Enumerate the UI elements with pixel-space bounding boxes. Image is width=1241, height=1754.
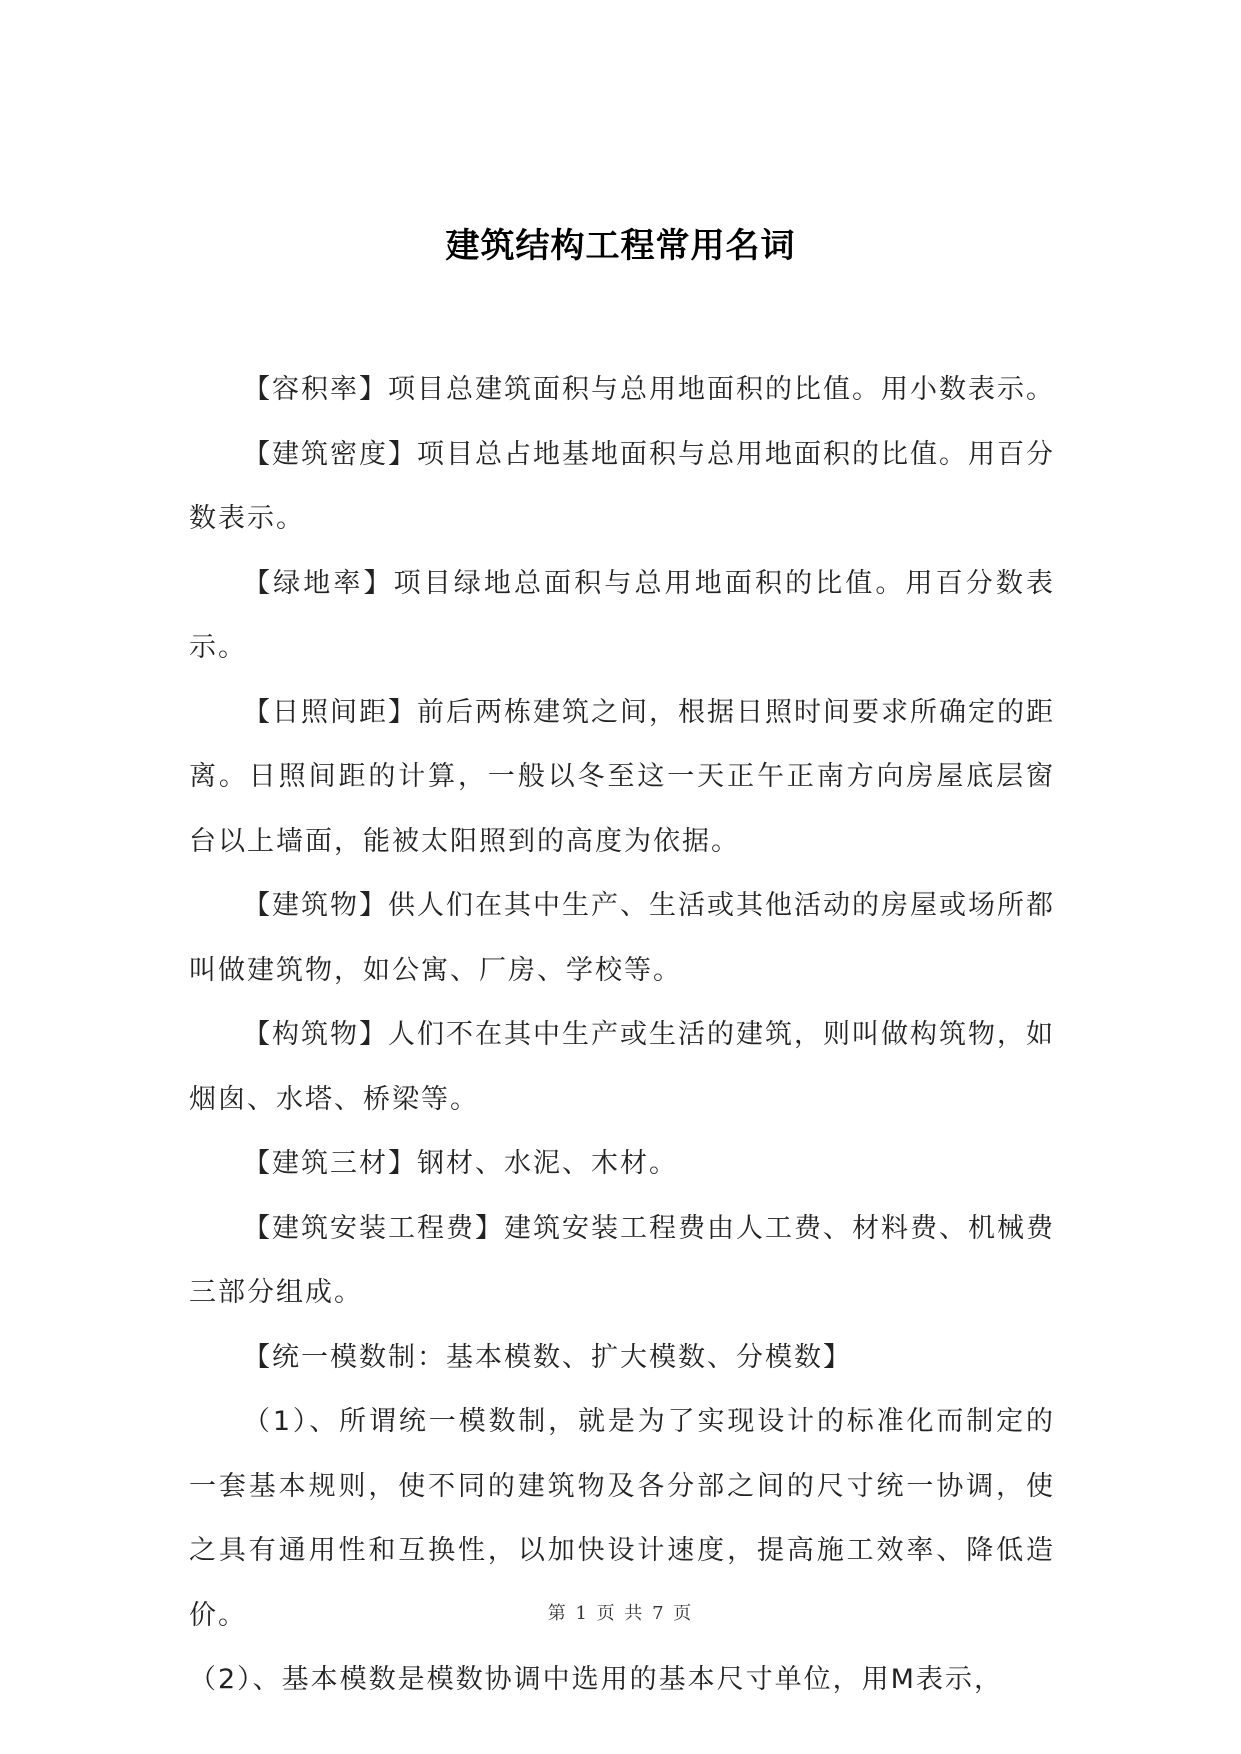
document-body — [189, 358, 1055, 1713]
paragraph-modular-heading: 【统一模数制：基本模数、扩大模数、分模数】 — [243, 1341, 852, 1373]
page-footer: 第 1 页 共 7 页 — [547, 1603, 694, 1624]
paragraph-building: 【建筑物】供人们在其中生产、生活或其他活动的房屋或场所都叫做建筑物，如公寓、厂房、学校等。 — [189, 890, 1055, 986]
paragraph-installation-cost: 【建筑安装工程费】建筑安装工程费由人工费、材料费、机械费三部分组成。 — [189, 1212, 1055, 1308]
paragraph-modular-2: （2）、基本模数是模数协调中选用的基本尺寸单位，用M表示， — [189, 1664, 1003, 1695]
paragraph-green-ratio: 【绿地率】项目绿地总面积与总用地面积的比值。用百分数表示。 — [189, 567, 1055, 663]
document-title: 建筑结构工程常用名词 — [445, 226, 796, 266]
paragraph-three-materials: 【建筑三材】钢材、水泥、木材。 — [243, 1148, 678, 1179]
paragraph-modular-1: （1）、所谓统一模数制，就是为了实现设计的标准化而制定的一套基本规则，使不同的建筑物及各分部之间的尺寸统一协调，使之具有通用性和互换性，以加快设计速度，提高施工效率、降低造价。 — [189, 1406, 1055, 1631]
paragraph-structure: 【构筑物】人们不在其中生产或生活的建筑，则叫做构筑物，如烟囱、水塔、桥梁等。 — [189, 1019, 1055, 1115]
paragraph-sunlight-spacing: 【日照间距】前后两栋建筑之间，根据日照时间要求所确定的距离。日照间距的计算，一般以冬至这一天正午正南方向房屋底层窗台以上墙面，能被太阳照到的高度为依据。 — [189, 696, 1055, 857]
paragraph-building-density: 【建筑密度】项目总占地基地面积与总用地面积的比值。用百分数表示。 — [189, 438, 1055, 534]
paragraph-plot-ratio: 【容积率】项目总建筑面积与总用地面积的比值。用小数表示。 — [243, 374, 1055, 405]
